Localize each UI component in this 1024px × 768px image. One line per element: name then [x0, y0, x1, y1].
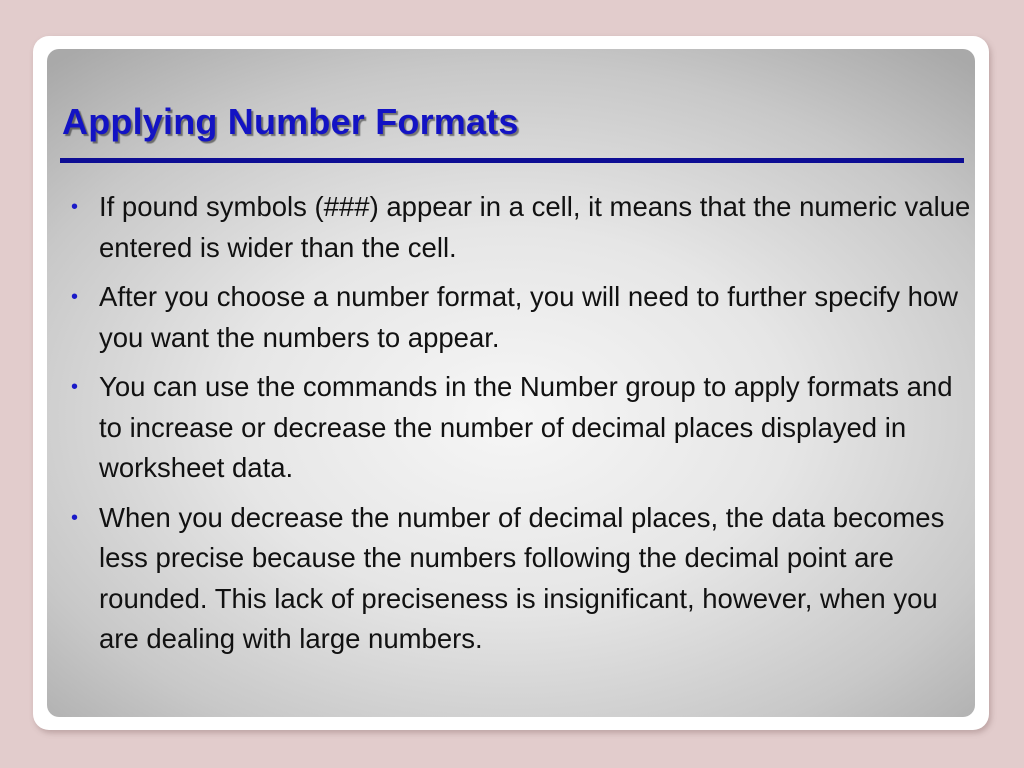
bullet-text: When you decrease the number of decimal places, the data becomes less precise because the numbers following the decimal point are rounded. This lack of preciseness is insignificant, however, when you are dealing with large numbers.	[99, 501, 945, 654]
bullet-dot-icon: •	[71, 196, 79, 218]
bullet-item	[71, 277, 971, 358]
bullet-dot-icon: •	[71, 376, 79, 398]
bullet-dot-icon: •	[71, 506, 79, 529]
slide-frame	[33, 36, 989, 730]
title-divider	[60, 158, 964, 163]
bullet-item	[71, 498, 971, 660]
bullet-dot-icon: •	[71, 286, 79, 308]
bullet-item	[71, 367, 971, 489]
bullet-list	[71, 187, 971, 669]
bullet-item	[71, 187, 971, 268]
bullet-text: After you choose a number format, you will need to further specify how you want the numbers to appear.	[99, 281, 959, 353]
slide-title: Applying Number Formats	[62, 101, 519, 142]
slide-panel	[47, 49, 975, 717]
bullet-text: You can use the commands in the Number group to apply formats and to increase or decrease the number of decimal places displayed in worksheet data.	[99, 371, 953, 483]
bullet-text: If pound symbols (###) appear in a cell, it means that the numeric value entered is wider than the cell.	[99, 191, 971, 263]
